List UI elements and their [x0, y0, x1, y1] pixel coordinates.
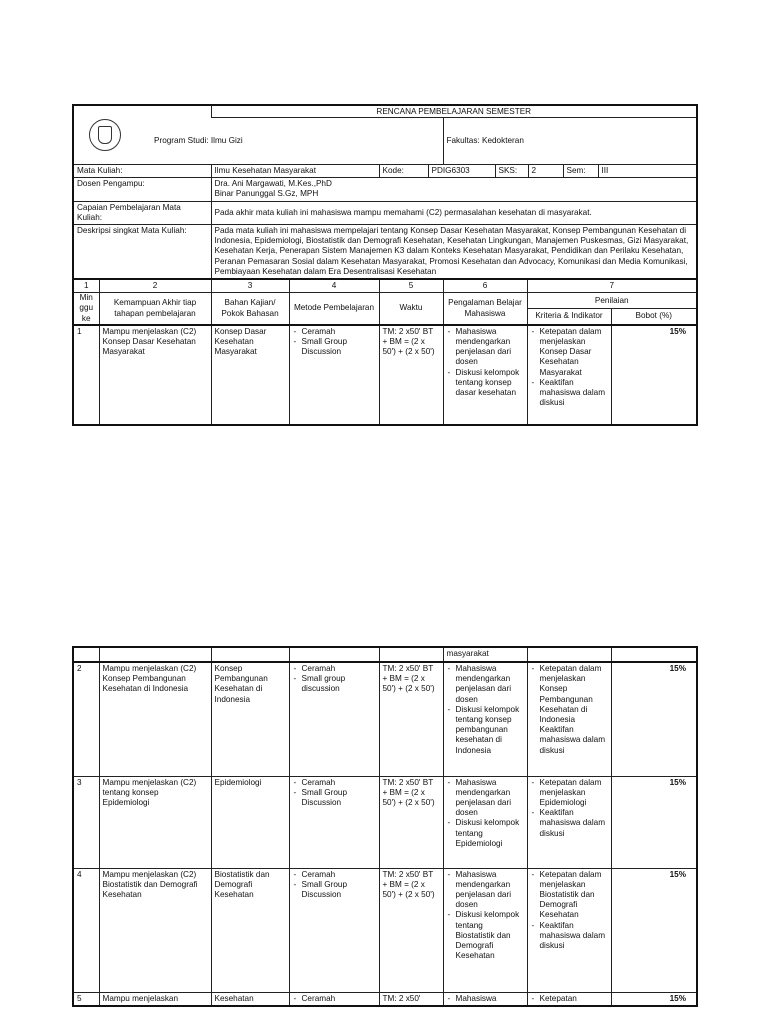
col-bobot: Bobot (%): [611, 308, 697, 324]
row-metode-item: - Ceramah: [293, 327, 376, 337]
row-minggu: 5: [73, 992, 99, 1006]
dosen-label: Dosen Pengampu:: [73, 178, 211, 201]
continuation-text: masyarakat: [443, 647, 527, 662]
col-num-7: 7: [527, 279, 697, 293]
row-kriteria: [527, 776, 611, 868]
rps-header-table: [72, 104, 698, 426]
row-pengalaman: [443, 868, 527, 992]
col-bahan: Bahan Kajian/ Pokok Bahasan: [211, 293, 289, 325]
col-num-2: 2: [99, 279, 211, 293]
col-kriteria: Kriteria & Indikator: [527, 308, 611, 324]
col-minggu: Min ggu ke: [73, 293, 99, 325]
table-row: [73, 776, 697, 868]
mata-kuliah-value: Ilmu Kesehatan Masyarakat: [211, 165, 379, 178]
row-kriteria-item: - Keaktifan mahasiswa dalam diskusi: [531, 378, 608, 409]
table-row: [73, 992, 697, 1006]
sem-label: Sem:: [563, 165, 598, 177]
col-num-6: 6: [443, 279, 527, 293]
sem-value: III: [601, 166, 609, 175]
row-waktu: TM: 2 x50': [379, 992, 443, 1006]
col-waktu: Waktu: [379, 293, 443, 325]
row-pengalaman-item: - Diskusi kelompok tentang konsep pembangunan kesehatan di Indonesia: [447, 705, 524, 756]
row-kriteria-item: - Keaktifan mahasiswa dalam diskusi: [531, 808, 608, 839]
col-num-3: 3: [211, 279, 289, 293]
row-kriteria-item: - Ketepatan dalam menjelaskan Epidemiologi: [531, 778, 608, 809]
row-bahan: Biostatistik dan Demografi Kesehatan: [211, 868, 289, 992]
row-pengalaman-item: - Diskusi kelompok tentang konsep dasar kesehatan: [447, 368, 524, 399]
row-metode-item: - Ceramah: [293, 994, 376, 1004]
table-row: [73, 868, 697, 992]
col-num-1: 1: [73, 279, 99, 293]
row-metode: [289, 776, 379, 868]
row-waktu: TM: 2 x50' BT + BM = (2 x 50') + (2 x 50'): [379, 868, 443, 992]
capaian-label: Capaian Pembelajaran Mata Kuliah:: [73, 201, 211, 224]
row-kemampuan: Mampu menjelaskan: [99, 992, 211, 1006]
row-kemampuan: Mampu menjelaskan (C2) Konsep Dasar Kesehatan Masyarakat: [99, 325, 211, 425]
row-metode-item: - Small Group Discussion: [293, 337, 376, 357]
row-kriteria: [527, 868, 611, 992]
row-kriteria: [527, 662, 611, 776]
row-bahan: Konsep Dasar Kesehatan Masyarakat: [211, 325, 289, 425]
row-metode: [289, 325, 379, 425]
row-kemampuan: Mampu menjelaskan (C2) tentang konsep Epidemiologi: [99, 776, 211, 868]
col-num-5: 5: [379, 279, 443, 293]
row-bobot: 15%: [611, 868, 697, 992]
row-pengalaman: [443, 776, 527, 868]
row-pengalaman-item: - Mahasiswa mendengarkan penjelasan dari dosen: [447, 870, 524, 911]
row-pengalaman: [443, 325, 527, 425]
row-bobot: 15%: [611, 776, 697, 868]
row-pengalaman-item: - Mahasiswa: [447, 994, 524, 1004]
row-pengalaman-item: - Diskusi kelompok tentang Biostatistik dan Demografi Kesehatan: [447, 910, 524, 961]
col-kemampuan: Kemampuan Akhir tiap tahapan pembelajaran: [99, 293, 211, 325]
mata-kuliah-label: Mata Kuliah:: [73, 165, 211, 178]
row-bobot: 15%: [611, 662, 697, 776]
row-kriteria-item: - Ketepatan dalam menjelaskan Konsep Dasar Kesehatan Masyarakat: [531, 327, 608, 378]
row-pengalaman-item: - Mahasiswa mendengarkan penjelasan dari dosen: [447, 778, 524, 819]
row-bahan: Konsep Pembangunan Kesehatan di Indonesia: [211, 662, 289, 776]
row-kriteria-item: - Keaktifan mahasiswa dalam diskusi: [531, 921, 608, 952]
row-metode-item: - Small Group Discussion: [293, 788, 376, 808]
row-bobot: 15%: [611, 992, 697, 1006]
university-logo-icon: [89, 119, 121, 151]
row-pengalaman-item: - Diskusi kelompok tentang Epidemiologi: [447, 818, 524, 849]
row-waktu: TM: 2 x50' BT + BM = (2 x 50') + (2 x 50'): [379, 662, 443, 776]
row-bobot: 15%: [611, 325, 697, 425]
kode-label: Kode:: [380, 165, 429, 177]
row-pengalaman-item: - Mahasiswa mendengarkan penjelasan dari dosen: [447, 327, 524, 368]
col-num-4: 4: [289, 279, 379, 293]
row-kriteria: [527, 992, 611, 1006]
program-studi: Program Studi: Ilmu Gizi: [154, 135, 243, 145]
deskripsi-value: Pada mata kuliah ini mahasiswa mempelajari tentang Konsep Dasar Kesehatan Masyarakat, Konsep Pembangunan Kesehatan di Indonesia, Epidemiologi, Biostatistik dan Demografi Kesehatan, Kesehatan Lingkungan, Manajemen Puskesmas, Gizi Masyarakat, Kesehatan Kerja, Penerapan Sistem Manajemen K3 dalam Konteks Kesehatan Masyarakat, Pendidikan dan Perilaku Kesehatan, Peranan Pemasaran Sosial dalam Kesehatan Masyarakat, Promosi Kesehatan dan Advocacy, Komunikasi dan Media Komunikasi, Pembiayaan Kesehatan dalam Era Desentralisasi Kesehatan: [211, 225, 697, 280]
row-minggu: 4: [73, 868, 99, 992]
dosen-2: Binar Panunggal S.Gz, MPH: [214, 189, 319, 199]
row-kemampuan: Mampu menjelaskan (C2) Biostatistik dan Demografi Kesehatan: [99, 868, 211, 992]
row-waktu: TM: 2 x50' BT + BM = (2 x 50') + (2 x 50'): [379, 776, 443, 868]
row-pengalaman-item: - Mahasiswa mendengarkan penjelasan dari dosen: [447, 664, 524, 705]
row-metode-item: - Ceramah: [293, 778, 376, 788]
row-metode: [289, 992, 379, 1006]
row-metode: [289, 868, 379, 992]
deskripsi-label: Deskripsi singkat Mata Kuliah:: [73, 225, 211, 280]
row-metode: [289, 662, 379, 776]
rps-continuation-table: [72, 646, 698, 1007]
document-title: RENCANA PEMBELAJARAN SEMESTER: [211, 105, 697, 118]
row-minggu: 1: [73, 325, 99, 425]
col-penilaian: Penilaian: [527, 293, 697, 309]
table-row: [73, 662, 697, 776]
row-metode-item: - Ceramah: [293, 870, 376, 880]
fakultas: Fakultas: Kedokteran: [443, 118, 697, 165]
capaian-value: Pada akhir mata kuliah ini mahasiswa mampu memahami (C2) permasalahan kesehatan di masyarakat.: [211, 201, 697, 224]
col-metode: Metode Pembelajaran: [289, 293, 379, 325]
row-kemampuan: Mampu menjelaskan (C2) Konsep Pembangunan Kesehatan di Indonesia: [99, 662, 211, 776]
row-kriteria-item: - Ketepatan: [531, 994, 608, 1004]
row-kriteria-item: - Ketepatan dalam menjelaskan Biostatistik dan Demografi Kesehatan: [531, 870, 608, 921]
kode-value: PDIG6303: [428, 165, 495, 177]
row-minggu: 2: [73, 662, 99, 776]
col-pengalaman: Pengalaman Belajar Mahasiswa: [443, 293, 527, 325]
dosen-1: Dra. Ani Margawati, M.Kes.,PhD: [214, 179, 332, 189]
row-pengalaman: [443, 992, 527, 1006]
row-bahan: Kesehatan: [211, 992, 289, 1006]
row-metode-item: - Small group discussion: [293, 674, 376, 694]
sks-label: SKS:: [495, 165, 528, 177]
row-kriteria: [527, 325, 611, 425]
table-row: [73, 325, 697, 425]
row-minggu: 3: [73, 776, 99, 868]
row-metode-item: - Small Group Discussion: [293, 880, 376, 900]
row-pengalaman: [443, 662, 527, 776]
row-waktu: TM: 2 x50' BT + BM = (2 x 50') + (2 x 50'): [379, 325, 443, 425]
row-bahan: Epidemiologi: [211, 776, 289, 868]
row-metode-item: - Ceramah: [293, 664, 376, 674]
page-1: [72, 104, 696, 426]
page-2: [72, 646, 696, 1007]
sks-value: 2: [528, 165, 563, 177]
row-kriteria-item: - Ketepatan dalam menjelaskan Konsep Pembangunan Kesehatan di Indonesia Keaktifan mahasiswa dalam diskusi: [531, 664, 608, 756]
